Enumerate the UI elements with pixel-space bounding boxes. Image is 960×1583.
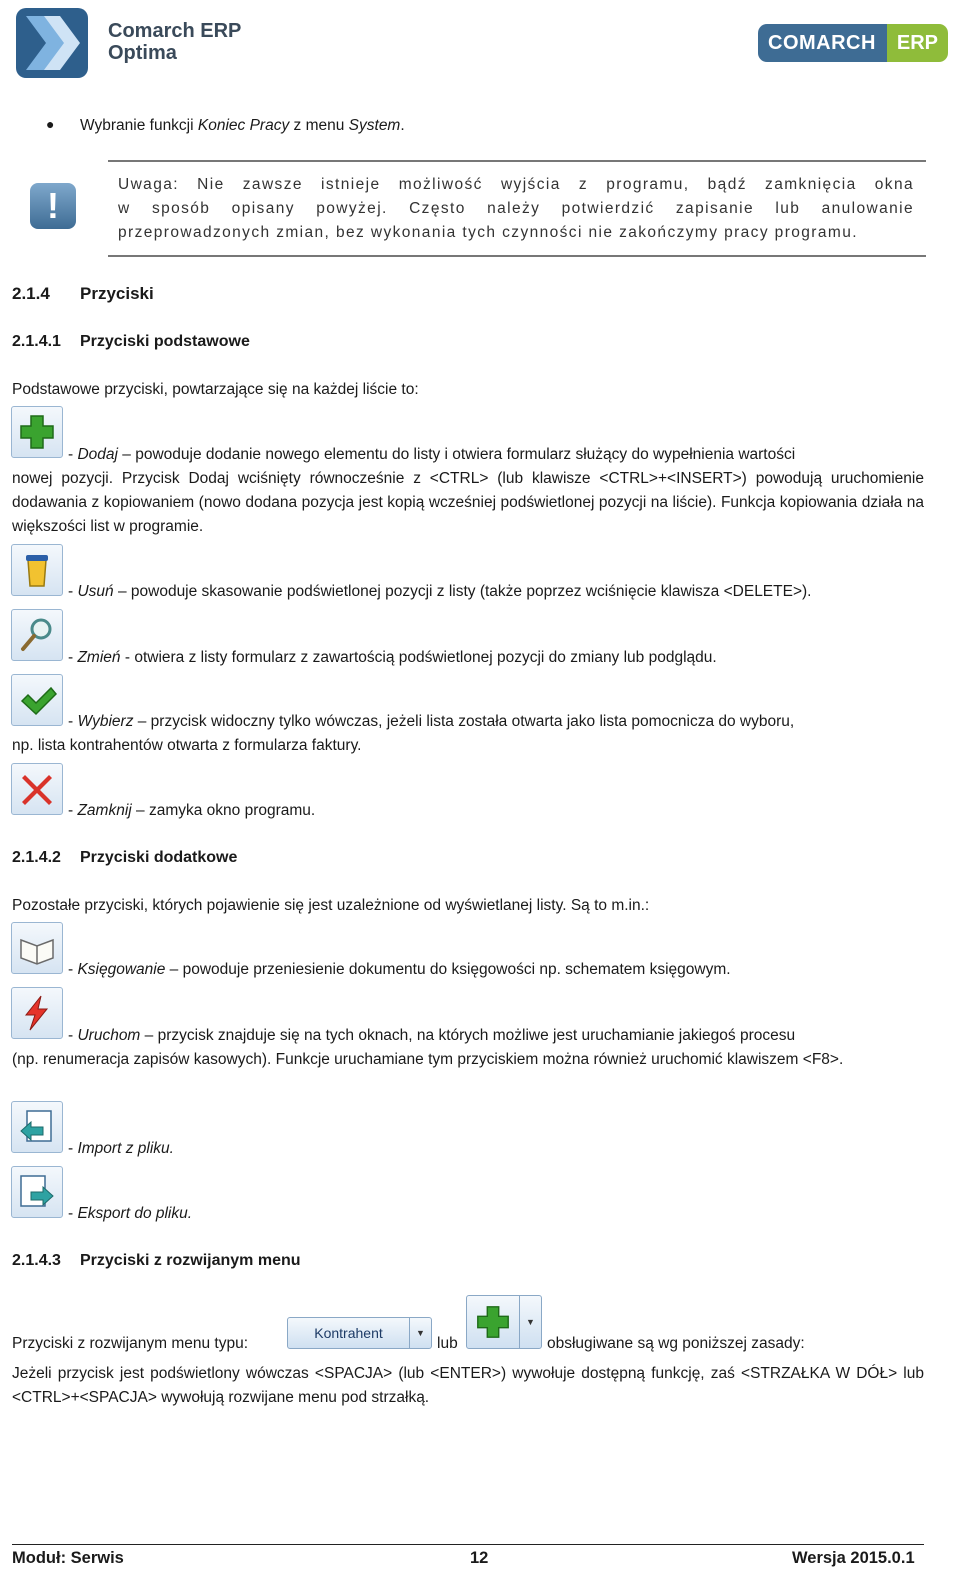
zamknij-name: Zamknij [77,802,132,819]
comarch-erp-logo [758,24,948,62]
ksiegowanie-name: Księgowanie [77,961,166,978]
section-heading-2141 [12,330,250,354]
section-title: Przyciski dodatkowe [80,849,238,866]
bullet-suffix: . [400,117,405,134]
eksport-text: Eksport do pliku. [77,1205,193,1222]
footer-page-number: 12 [470,1549,489,1567]
bullet-func: Koniec Pracy [197,117,290,134]
note-line-1: Uwaga: Nie zawsze istnieje możliwość wyjścia z programu, bądź zamknięcia okna [118,176,914,193]
import-file-icon [11,1101,63,1153]
wybierz-rest: np. lista kontrahentów otwarta z formularza faktury. [12,737,362,754]
intro-basic-buttons: Podstawowe przyciski, powtarzające się na każdej liście to: [12,381,419,398]
close-x-icon [11,763,63,815]
run-lightning-icon [11,987,63,1039]
uruchom-desc: – przycisk znajduje się na tych oknach, na których możliwe jest uruchamianie jakiegoś procesu [140,1027,796,1044]
dropdown-intro-or: lub [437,1335,458,1352]
section-number: 2.1.4.1 [12,333,61,350]
dodaj-desc: – powoduje dodanie nowego elementu do listy i otwiera formularz służący do wypełnienia wartości [117,446,796,463]
usun-desc: – powoduje skasowanie podświetlonej pozycji z listy (także poprzez wciśnięcie klawisza <DELETE>). [113,583,812,600]
uruchom-rest: (np. renumeracja zapisów kasowych). Funkcje uruchamiane tym przyciskiem można również uruchomić klawiszem <F8>. [12,1051,844,1068]
section-number: 2.1.4.3 [12,1252,61,1269]
dropdown-rule: Jeżeli przycisk jest podświetlony wówczas <SPACJA> (lub <ENTER>) wywołuje dostępną funkcję, zaś <STRZAŁKA W DÓŁ> lub <CTRL>+<SPACJA> wywołują rozwijane menu pod strzałką. [12,1365,924,1406]
export-file-icon [11,1166,63,1218]
footer-version: Wersja 2015.0.1 [792,1549,915,1567]
dropdown-label: Kontrahent [314,1325,383,1341]
eksport-line: - Eksport do pliku. [68,1205,193,1222]
product-name [108,20,241,64]
note-line-3: przeprowadzonych zmian, bez wykonania tych czynności nie zakończymy pracy programu. [118,224,858,241]
dodaj-rest: nowej pozycji. Przycisk Dodaj wciśnięty równocześnie z <CTRL> (lub klawisze <CTRL>+<INSERT>) powodują uruchomienie dodawania z kopiowaniem (nowo dodana pozycja jest kopią wcześniej podświetlonej pozycji na liście). Funkcja kopiowania działa na większości list w programie. [12,470,924,535]
wybierz-desc: – przycisk widoczny tylko wówczas, jeżeli lista została otwarta jako lista pomocnicza do wyboru, [133,713,795,730]
footer-divider [12,1544,924,1545]
brand-left: COMARCH [758,24,887,62]
usun-name: Usuń [77,583,114,600]
import-text: Import z pliku. [77,1140,174,1157]
delete-bin-icon [11,544,63,596]
add-dropdown-button[interactable] [466,1295,542,1349]
bullet-dot: ● [46,116,55,132]
dodaj-line1: - Dodaj – powoduje dodanie nowego elementu do listy i otwiera formularz służący do wypełnienia wartości [68,446,796,463]
bullet-prefix: Wybranie funkcji [80,117,198,134]
zmien-name: Zmień [77,649,121,666]
import-line: - Import z pliku. [68,1140,174,1157]
zmien-line: - Zmień - otwiera z listy formularz z zawartością podświetlonej pozycji do zmiany lub podglądu. [68,649,717,666]
zamknij-line: - Zamknij – zamyka okno programu. [68,802,316,819]
comarch-optima-logo-icon [16,8,88,78]
add-button-icon [11,406,63,458]
chevron-down-icon[interactable]: ▼ [409,1318,431,1348]
uruchom-line1: - Uruchom – przycisk znajduje się na tych oknach, na których możliwe jest uruchamianie jakiegoś procesu [68,1027,796,1044]
bullet-mid: z menu [289,117,349,134]
brand-right: ERP [887,24,948,62]
ksiegowanie-desc: – powoduje przeniesienie dokumentu do księgowości np. schematem księgowym. [165,961,731,978]
note-text [118,173,914,245]
contractor-dropdown-button[interactable] [287,1317,432,1349]
edit-magnifier-icon [11,609,63,661]
zmien-desc: - otwiera z listy formularz z zawartością podświetlonej pozycji do zmiany lub podglądu. [120,649,717,666]
wybierz-name: Wybierz [77,713,134,730]
dropdown-intro-prefix: Przyciski z rozwijanym menu typu: [12,1335,249,1352]
add-icon[interactable] [467,1296,519,1348]
bullet-menu: System [348,117,401,134]
intro-extra-buttons: Pozostałe przyciski, których pojawienie się jest uzależnione od wyświetlanej listy. Są to m.in.: [12,897,650,914]
chevron-down-icon[interactable]: ▼ [519,1296,541,1348]
usun-line: - Usuń – powoduje skasowanie podświetlonej pozycji z listy (także poprzez wciśnięcie klawisza <DELETE>). [68,583,812,600]
footer-module: Moduł: Serwis [12,1549,124,1567]
section-number: 2.1.4 [12,284,50,303]
select-check-icon [11,674,63,726]
section-heading-214 [12,282,154,306]
book-icon [11,922,63,974]
section-heading-2143 [12,1249,301,1273]
wybierz-line1: - Wybierz – przycisk widoczny tylko wówczas, jeżeli lista została otwarta jako lista pomocnicza do wyboru, [68,713,795,730]
uruchom-name: Uruchom [77,1027,141,1044]
section-title: Przyciski z rozwijanym menu [80,1252,301,1269]
product-name-line2: Optima [108,42,177,64]
dodaj-name: Dodaj [77,446,118,463]
dropdown-intro-suffix: obsługiwane są wg poniższej zasady: [547,1335,805,1352]
section-title: Przyciski podstawowe [80,333,250,350]
product-name-line1: Comarch ERP [108,20,242,42]
zamknij-desc: – zamyka okno programu. [131,802,316,819]
section-title: Przyciski [80,284,154,303]
bullet-text [80,114,405,138]
note-line-2: w sposób opisany powyżej. Często należy potwierdzić zapisanie lub anulowanie [118,200,914,217]
exclamation-icon: ! [30,183,76,229]
ksiegowanie-line: - Księgowanie – powoduje przeniesienie dokumentu do księgowości np. schematem księgowym. [68,961,731,978]
section-number: 2.1.4.2 [12,849,61,866]
section-heading-2142 [12,846,237,870]
